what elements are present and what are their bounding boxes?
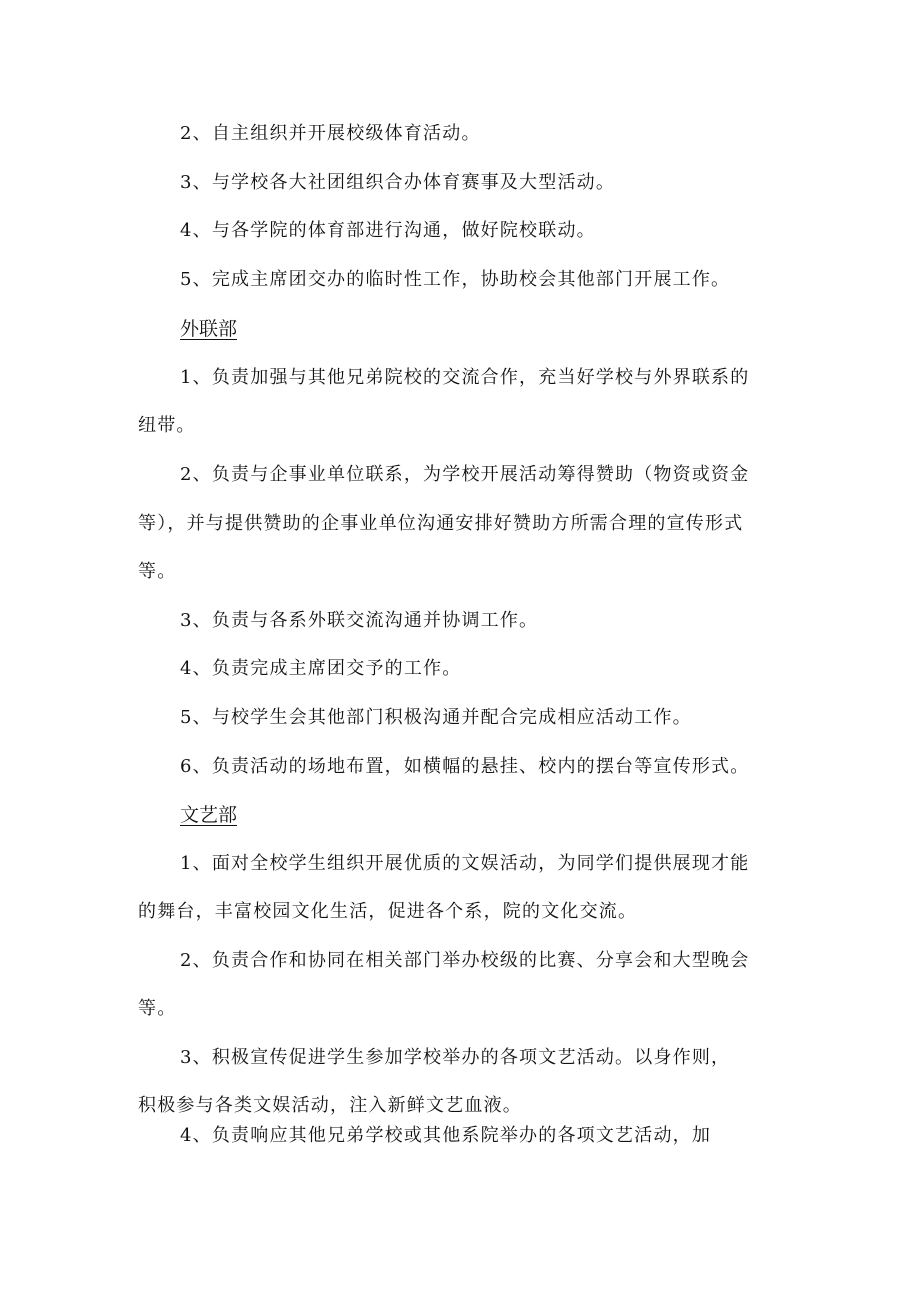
external-item-5: 5、与校学生会其他部门积极沟通并配合完成相应活动工作。	[180, 707, 692, 728]
arts-item-2-line-1: 2、负责合作和协同在相关部门举办校级的比赛、分享会和大型晚会	[180, 950, 750, 971]
external-item-2-line-3: 等。	[138, 561, 177, 582]
external-item-2-line-2: 等），并与提供赞助的企事业单位沟通安排好赞助方所需合理的宣传形式	[138, 513, 744, 534]
section-heading-external: 外联部	[180, 318, 238, 340]
external-item-6: 6、负责活动的场地布置，如横幅的悬挂、校内的摆台等宣传形式。	[180, 756, 750, 777]
arts-item-2-line-2: 等。	[138, 998, 177, 1019]
arts-item-1-line-2: 的舞台，丰富校园文化生活，促进各个系，院的文化交流。	[138, 901, 638, 922]
arts-item-3-line-2: 积极参与各类文娱活动，注入新鲜文艺血液。	[138, 1095, 522, 1116]
external-item-1-line-1: 1、负责加强与其他兄弟院校的交流合作，充当好学校与外界联系的	[180, 367, 750, 388]
arts-item-4-line-1: 4、负责响应其他兄弟学校或其他系院举办的各项文艺活动，加	[180, 1125, 712, 1146]
sports-item-5: 5、完成主席团交办的临时性工作，协助校会其他部门开展工作。	[180, 269, 731, 290]
section-heading-arts: 文艺部	[180, 804, 238, 826]
arts-item-3-line-1: 3、积极宣传促进学生参加学校举办的各项文艺活动。以身作则，	[180, 1047, 731, 1068]
external-item-3: 3、负责与各系外联交流沟通并协调工作。	[180, 610, 539, 631]
sports-item-3: 3、与学校各大社团组织合办体育赛事及大型活动。	[180, 172, 616, 193]
sports-item-2: 2、自主组织并开展校级体育活动。	[180, 123, 481, 144]
external-item-2-line-1: 2、负责与企事业单位联系，为学校开展活动筹得赞助（物资或资金	[180, 464, 750, 485]
arts-item-1-line-1: 1、面对全校学生组织开展优质的文娱活动，为同学们提供展现才能	[180, 853, 750, 874]
external-item-4: 4、负责完成主席团交予的工作。	[180, 658, 462, 679]
sports-item-4: 4、与各学院的体育部进行沟通，做好院校联动。	[180, 220, 596, 241]
external-item-1-line-2: 纽带。	[138, 415, 196, 436]
